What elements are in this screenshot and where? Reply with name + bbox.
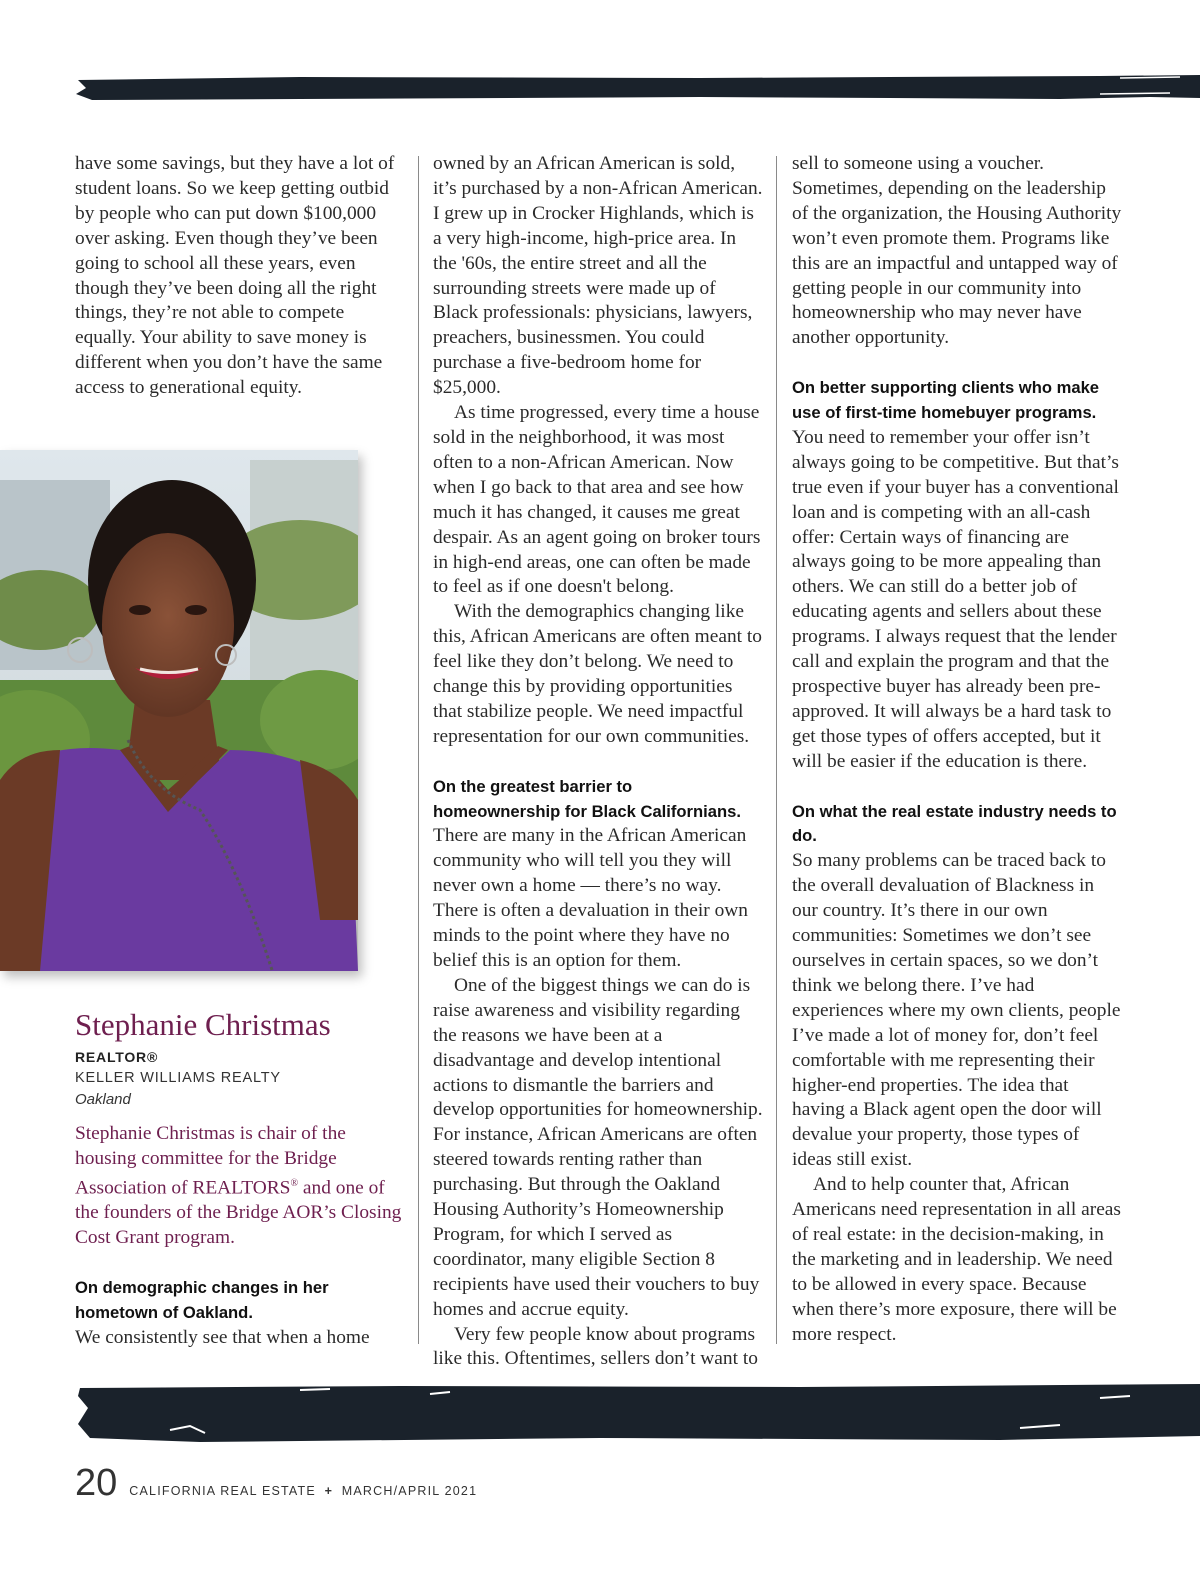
col3-paragraph-3: So many problems can be traced back to the overall devaluation of Blackness in our country. It’s there in our own communities: Sometimes we don’t see ourselves in certain spaces, so we don’t think we belong there. I’ve had experiences where my own clients, people I’ve made a lot of money for, don’t feel comfortable with me representing their higher-end properties. The idea that having a Black agent open the door will devalue your property, those types of ideas still exist. <box>792 850 1121 1171</box>
portrait-photo <box>0 450 358 971</box>
col1-paragraph-2: We consistently see that when a home <box>75 1326 370 1348</box>
col2-paragraph-4: There are many in the African American community who will tell you they will never own a home — there’s no way. There is often a devaluation in their own minds to the point where they have no belief this is an option for them. <box>433 825 748 971</box>
bottom-brush-stroke <box>0 1378 1200 1448</box>
col3-subheading-1: On better supporting clients who make use of first-time homebuyer programs. <box>792 378 1100 423</box>
page-footer <box>75 1462 477 1505</box>
col3-paragraph-4: And to help counter that, African Americans need representation in all areas of real estate: in the decision-making, in the marketing and in leadership. We need to be allowed in every space. Because when there’s more exposure, there will be more respect. <box>792 1174 1121 1345</box>
column-2 <box>433 152 763 1372</box>
col2-paragraph-1: owned by an African American is sold, it’s purchased by a non-African American. I grew up in Crocker Highlands, which is a very high-income, high-price area. In the '60s, the entire street and all the surrounding streets were made up of Black professionals: physicians, lawyers, preachers, businessmen. You could purchase a five-bedroom home for $25,000. <box>433 153 763 399</box>
col3-paragraph-1: sell to someone using a voucher. Sometimes, depending on the leadership of the organization, the Housing Authority won’t even promote them. Programs like this are an impactful and untapped way of getting people in our community into homeownership who may never have another opportunity. <box>792 153 1122 349</box>
col2-paragraph-6: Very few people know about programs like this. Oftentimes, sellers don’t want to <box>433 1323 758 1370</box>
col3-subheading-2: On what the real estate industry needs to do. <box>792 801 1117 846</box>
column-1-bottom <box>75 1276 405 1351</box>
bio-role: REALTOR® <box>75 1049 159 1065</box>
col2-paragraph-2: As time progressed, every time a house sold in the neighborhood, it was most often to a non-African American. Now when I go back to that area and see how much it has changed, it causes me great despair. As an agent going on broker tours in high-end areas, one can often be made to feel as if one doesn't belong. <box>433 402 761 598</box>
column-divider-1 <box>418 156 419 1344</box>
page-number: 20 <box>75 1462 118 1504</box>
bio-city: Oakland <box>75 1091 131 1108</box>
col2-paragraph-3: With the demographics changing like this, African Americans are often meant to feel like they don’t belong. We need to change this by providing opportunities that stabilize people. We need impactful representation for our own communities. <box>433 601 762 747</box>
bio-firm: KELLER WILLIAMS REALTY <box>75 1070 281 1086</box>
bio-description: Stephanie Christmas is chair of the housing committee for the Bridge Association of REALTORS® and one of the founders of the Bridge AOR’s Closing Cost Grant program. <box>75 1123 402 1249</box>
column-1 <box>75 152 405 401</box>
col3-paragraph-2: You need to remember your offer isn’t always going to be competitive. But that’s true even if your buyer has a conventional loan and is competing with an all-cash offer: Certain ways of financing are always going to be more appealing than others. We can still do a better job of educating agents and sellers about these programs. I always request that the lender call and explain the program and that the prospective buyer has already been pre-approved. It will always be a hard task to get those types of offers accepted, but it will be easier if the education is there. <box>792 426 1119 772</box>
col1-subheading: On demographic changes in her hometown of Oakland. <box>75 1278 329 1322</box>
bio-block <box>75 1005 405 1251</box>
column-divider-2 <box>776 156 777 1344</box>
column-3 <box>792 152 1122 1347</box>
col1-paragraph-1: have some savings, but they have a lot of student loans. So we keep getting outbid by people who can put down $100,000 over asking. Even though they’ve been going to school all these years, even though they’ve been doing all the right things, they’re not able to compete equally. Your ability to save money is different when you don’t have the same access to generational equity. <box>75 153 395 399</box>
col2-subheading: On the greatest barrier to homeownership for Black Californians. <box>433 776 741 821</box>
top-brush-stroke <box>0 70 1200 106</box>
bio-name: Stephanie Christmas <box>75 1007 331 1042</box>
publication-info: CALIFORNIA REAL ESTATE + MARCH/APRIL 2021 <box>129 1484 478 1498</box>
col2-paragraph-5: One of the biggest things we can do is raise awareness and visibility regarding the reasons we have been at a disadvantage and develop intentional actions to dismantle the barriers and develop opportunities for homeownership. For instance, African Americans are often steered towards renting rather than purchasing. But through the Oakland Housing Authority’s Homeownership Program, for which I served as coordinator, many eligible Section 8 recipients have used their vouchers to buy homes and accrue equity. <box>433 974 763 1320</box>
